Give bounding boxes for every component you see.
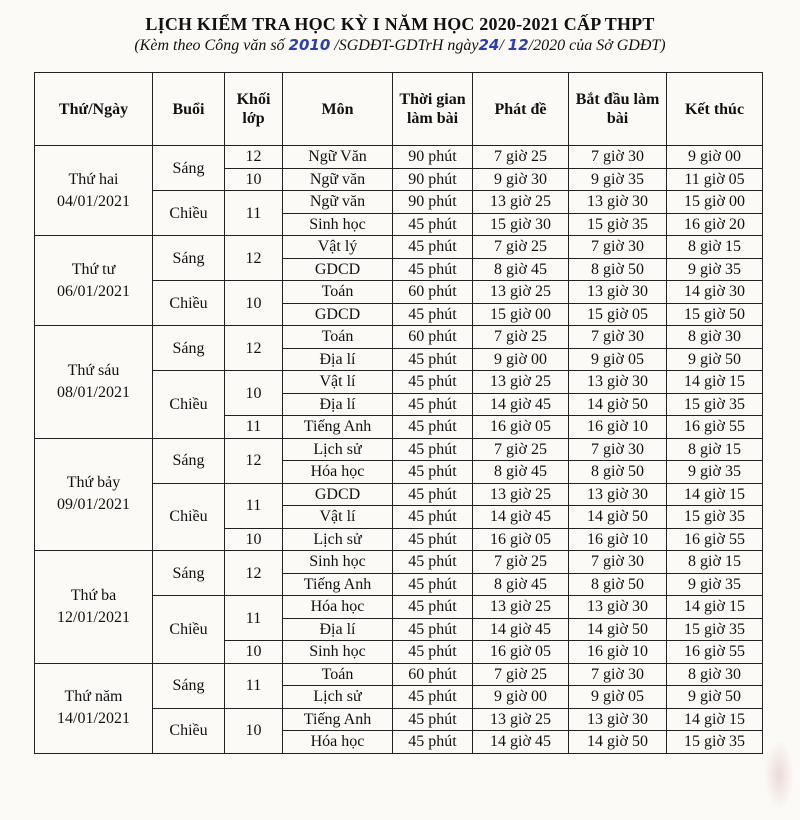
end-cell: 15 giờ 35 [667, 393, 763, 416]
header-end: Kết thúc [667, 73, 763, 146]
subject-cell: Tiếng Anh [283, 708, 393, 731]
document-title: LỊCH KIỂM TRA HỌC KỲ I NĂM HỌC 2020-2021 CẤP THPT [145, 14, 655, 34]
duration-cell: 45 phút [393, 506, 473, 529]
day-cell [35, 551, 153, 664]
subject-cell: Ngữ Văn [283, 146, 393, 169]
end-cell: 14 giờ 15 [667, 596, 763, 619]
stamp-mark [764, 740, 794, 810]
weekday: Thứ ba [70, 586, 117, 604]
session-cell: Chiều [153, 596, 225, 664]
start-cell: 14 giờ 50 [569, 731, 667, 754]
grade-cell: 11 [225, 416, 283, 439]
end-cell: 16 giờ 20 [667, 213, 763, 236]
date: 08/01/2021 [57, 383, 130, 401]
end-cell: 8 giờ 15 [667, 551, 763, 574]
distribute-cell: 7 giờ 25 [473, 663, 569, 686]
distribute-cell: 13 giờ 25 [473, 596, 569, 619]
start-cell: 7 giờ 30 [569, 326, 667, 349]
start-cell: 13 giờ 30 [569, 483, 667, 506]
table-row [35, 146, 763, 169]
grade-cell: 10 [225, 641, 283, 664]
duration-cell: 45 phút [393, 618, 473, 641]
duration-cell: 45 phút [393, 348, 473, 371]
duration-cell: 45 phút [393, 213, 473, 236]
start-cell: 8 giờ 50 [569, 573, 667, 596]
duration-cell: 45 phút [393, 303, 473, 326]
table-row [35, 551, 763, 574]
subject-cell: Hóa học [283, 596, 393, 619]
start-cell: 7 giờ 30 [569, 146, 667, 169]
subject-cell: Sinh học [283, 641, 393, 664]
session-cell: Sáng [153, 236, 225, 281]
header-subject: Môn [283, 73, 393, 146]
subject-cell: Lịch sử [283, 528, 393, 551]
start-cell: 9 giờ 35 [569, 168, 667, 191]
subject-cell: Sinh học [283, 213, 393, 236]
subject-cell: Lịch sử [283, 686, 393, 709]
subject-cell: GDCD [283, 483, 393, 506]
subject-cell: Ngữ văn [283, 168, 393, 191]
header-day: Thứ/Ngày [35, 73, 153, 146]
start-cell: 9 giờ 05 [569, 686, 667, 709]
grade-cell: 12 [225, 326, 283, 371]
subject-cell: Địa lí [283, 618, 393, 641]
subject-cell: Địa lí [283, 348, 393, 371]
distribute-cell: 13 giờ 25 [473, 483, 569, 506]
day-cell [35, 663, 153, 753]
duration-cell: 45 phút [393, 416, 473, 439]
subject-cell: Vật lí [283, 371, 393, 394]
end-cell: 16 giờ 55 [667, 528, 763, 551]
subject-cell: GDCD [283, 303, 393, 326]
duration-cell: 45 phút [393, 708, 473, 731]
duration-cell: 90 phút [393, 168, 473, 191]
session-cell: Chiều [153, 483, 225, 551]
end-cell: 8 giờ 30 [667, 663, 763, 686]
distribute-cell: 7 giờ 25 [473, 236, 569, 259]
duration-cell: 45 phút [393, 461, 473, 484]
duration-cell: 45 phút [393, 573, 473, 596]
session-cell: Sáng [153, 326, 225, 371]
date: 04/01/2021 [57, 192, 130, 210]
start-cell: 7 giờ 30 [569, 438, 667, 461]
weekday: Thứ hai [68, 170, 119, 188]
end-cell: 16 giờ 55 [667, 641, 763, 664]
duration-cell: 45 phút [393, 641, 473, 664]
subtitle-text-3: / [499, 37, 508, 54]
duration-cell: 45 phút [393, 551, 473, 574]
subtitle-text-1: (Kèm theo Công văn số [134, 37, 289, 54]
subject-cell: Hóa học [283, 461, 393, 484]
start-cell: 14 giờ 50 [569, 393, 667, 416]
start-cell: 15 giờ 05 [569, 303, 667, 326]
end-cell: 16 giờ 55 [667, 416, 763, 439]
distribute-cell: 7 giờ 25 [473, 438, 569, 461]
session-cell: Sáng [153, 663, 225, 708]
distribute-cell: 8 giờ 45 [473, 573, 569, 596]
distribute-cell: 7 giờ 25 [473, 146, 569, 169]
date: 14/01/2021 [57, 710, 130, 727]
duration-cell: 45 phút [393, 731, 473, 754]
session-cell: Sáng [153, 146, 225, 191]
duration-cell: 45 phút [393, 258, 473, 281]
distribute-cell: 14 giờ 45 [473, 506, 569, 529]
end-cell: 14 giờ 15 [667, 371, 763, 394]
distribute-cell: 7 giờ 25 [473, 326, 569, 349]
end-cell: 11 giờ 05 [667, 168, 763, 191]
distribute-cell: 8 giờ 45 [473, 461, 569, 484]
duration-cell: 60 phút [393, 281, 473, 304]
duration-cell: 60 phút [393, 663, 473, 686]
start-cell: 13 giờ 30 [569, 596, 667, 619]
distribute-cell: 14 giờ 45 [473, 618, 569, 641]
duration-cell: 45 phút [393, 393, 473, 416]
distribute-cell: 15 giờ 30 [473, 213, 569, 236]
header-start: Bắt đầu làm bài [569, 73, 667, 146]
end-cell: 14 giờ 15 [667, 708, 763, 731]
header-distribute: Phát đề [473, 73, 569, 146]
start-cell: 8 giờ 50 [569, 258, 667, 281]
duration-cell: 90 phút [393, 191, 473, 214]
table-row [35, 326, 763, 349]
handwritten-month: 12 [507, 36, 529, 54]
start-cell: 13 giờ 30 [569, 191, 667, 214]
table-row [35, 438, 763, 461]
distribute-cell: 13 giờ 25 [473, 371, 569, 394]
subject-cell: GDCD [283, 258, 393, 281]
weekday: Thứ sáu [67, 361, 120, 379]
grade-cell: 11 [225, 483, 283, 528]
grade-cell: 12 [225, 438, 283, 483]
subject-cell: Tiếng Anh [283, 416, 393, 439]
table-row [35, 236, 763, 259]
start-cell: 14 giờ 50 [569, 506, 667, 529]
duration-cell: 45 phút [393, 596, 473, 619]
subject-cell: Sinh học [283, 551, 393, 574]
end-cell: 15 giờ 35 [667, 618, 763, 641]
session-cell: Chiều [153, 708, 225, 753]
header-session: Buổi [153, 73, 225, 146]
subtitle-text-2: /SGDĐT-GDTrH ngày [330, 37, 479, 54]
end-cell: 9 giờ 35 [667, 573, 763, 596]
session-cell: Chiều [153, 281, 225, 326]
subject-cell: Toán [283, 326, 393, 349]
duration-cell: 60 phút [393, 326, 473, 349]
end-cell: 9 giờ 00 [667, 146, 763, 169]
distribute-cell: 9 giờ 00 [473, 686, 569, 709]
start-cell: 7 giờ 30 [569, 663, 667, 686]
duration-cell: 45 phút [393, 371, 473, 394]
day-cell [35, 236, 153, 326]
subject-cell: Lịch sử [283, 438, 393, 461]
exam-schedule-table [34, 72, 763, 754]
duration-cell: 90 phút [393, 146, 473, 169]
grade-cell: 10 [225, 528, 283, 551]
session-cell: Sáng [153, 551, 225, 596]
grade-cell: 12 [225, 236, 283, 281]
header-duration: Thời gian làm bài [393, 73, 473, 146]
end-cell: 15 giờ 50 [667, 303, 763, 326]
session-cell: Chiều [153, 371, 225, 439]
day-cell [35, 326, 153, 439]
start-cell: 16 giờ 10 [569, 416, 667, 439]
duration-cell: 45 phút [393, 483, 473, 506]
document-subtitle [0, 36, 800, 55]
distribute-cell: 7 giờ 25 [473, 551, 569, 574]
distribute-cell: 16 giờ 05 [473, 528, 569, 551]
subject-cell: Vật lí [283, 506, 393, 529]
end-cell: 14 giờ 15 [667, 483, 763, 506]
distribute-cell: 13 giờ 25 [473, 708, 569, 731]
end-cell: 8 giờ 30 [667, 326, 763, 349]
distribute-cell: 15 giờ 00 [473, 303, 569, 326]
session-cell: Chiều [153, 191, 225, 236]
duration-cell: 45 phút [393, 528, 473, 551]
start-cell: 13 giờ 30 [569, 281, 667, 304]
end-cell: 14 giờ 30 [667, 281, 763, 304]
subject-cell: Vật lý [283, 236, 393, 259]
grade-cell: 10 [225, 371, 283, 416]
subject-cell: Toán [283, 281, 393, 304]
distribute-cell: 8 giờ 45 [473, 258, 569, 281]
start-cell: 13 giờ 30 [569, 708, 667, 731]
handwritten-doc-number: 2010 [288, 36, 331, 54]
end-cell: 9 giờ 50 [667, 686, 763, 709]
end-cell: 15 giờ 35 [667, 506, 763, 529]
subject-cell: Tiếng Anh [283, 573, 393, 596]
distribute-cell: 14 giờ 45 [473, 731, 569, 754]
grade-cell: 11 [225, 191, 283, 236]
grade-cell: 12 [225, 551, 283, 596]
duration-cell: 45 phút [393, 438, 473, 461]
grade-cell: 10 [225, 168, 283, 191]
handwritten-day: 24 [478, 36, 500, 54]
start-cell: 7 giờ 30 [569, 551, 667, 574]
day-cell [35, 438, 153, 551]
date: 09/01/2021 [57, 496, 130, 514]
distribute-cell: 13 giờ 25 [473, 281, 569, 304]
start-cell: 13 giờ 30 [569, 371, 667, 394]
grade-cell: 11 [225, 663, 283, 708]
distribute-cell: 14 giờ 45 [473, 393, 569, 416]
header-grade: Khối lớp [225, 73, 283, 146]
end-cell: 9 giờ 35 [667, 258, 763, 281]
grade-cell: 12 [225, 146, 283, 169]
subject-cell: Địa lí [283, 393, 393, 416]
grade-cell: 10 [225, 708, 283, 753]
subject-cell: Hóa học [283, 731, 393, 754]
weekday: Thứ năm [64, 688, 123, 705]
schedule-body [35, 146, 763, 754]
end-cell: 15 giờ 00 [667, 191, 763, 214]
distribute-cell: 9 giờ 00 [473, 348, 569, 371]
subtitle-text-4: /2020 của Sở GDĐT) [528, 37, 666, 54]
start-cell: 15 giờ 35 [569, 213, 667, 236]
session-cell: Sáng [153, 438, 225, 483]
subject-cell: Ngữ văn [283, 191, 393, 214]
end-cell: 15 giờ 35 [667, 731, 763, 754]
duration-cell: 45 phút [393, 236, 473, 259]
weekday: Thứ bảy [66, 474, 121, 492]
end-cell: 8 giờ 15 [667, 438, 763, 461]
end-cell: 8 giờ 15 [667, 236, 763, 259]
end-cell: 9 giờ 35 [667, 461, 763, 484]
day-cell [35, 146, 153, 236]
distribute-cell: 13 giờ 25 [473, 191, 569, 214]
distribute-cell: 16 giờ 05 [473, 416, 569, 439]
start-cell: 16 giờ 10 [569, 641, 667, 664]
end-cell: 9 giờ 50 [667, 348, 763, 371]
date: 06/01/2021 [57, 282, 130, 300]
header-row [35, 73, 763, 146]
table-row [35, 663, 763, 686]
weekday: Thứ tư [71, 260, 116, 278]
start-cell: 14 giờ 50 [569, 618, 667, 641]
distribute-cell: 16 giờ 05 [473, 641, 569, 664]
start-cell: 16 giờ 10 [569, 528, 667, 551]
start-cell: 8 giờ 50 [569, 461, 667, 484]
date: 12/01/2021 [57, 608, 130, 626]
start-cell: 9 giờ 05 [569, 348, 667, 371]
grade-cell: 11 [225, 596, 283, 641]
grade-cell: 10 [225, 281, 283, 326]
distribute-cell: 9 giờ 30 [473, 168, 569, 191]
start-cell: 7 giờ 30 [569, 236, 667, 259]
subject-cell: Toán [283, 663, 393, 686]
duration-cell: 45 phút [393, 686, 473, 709]
